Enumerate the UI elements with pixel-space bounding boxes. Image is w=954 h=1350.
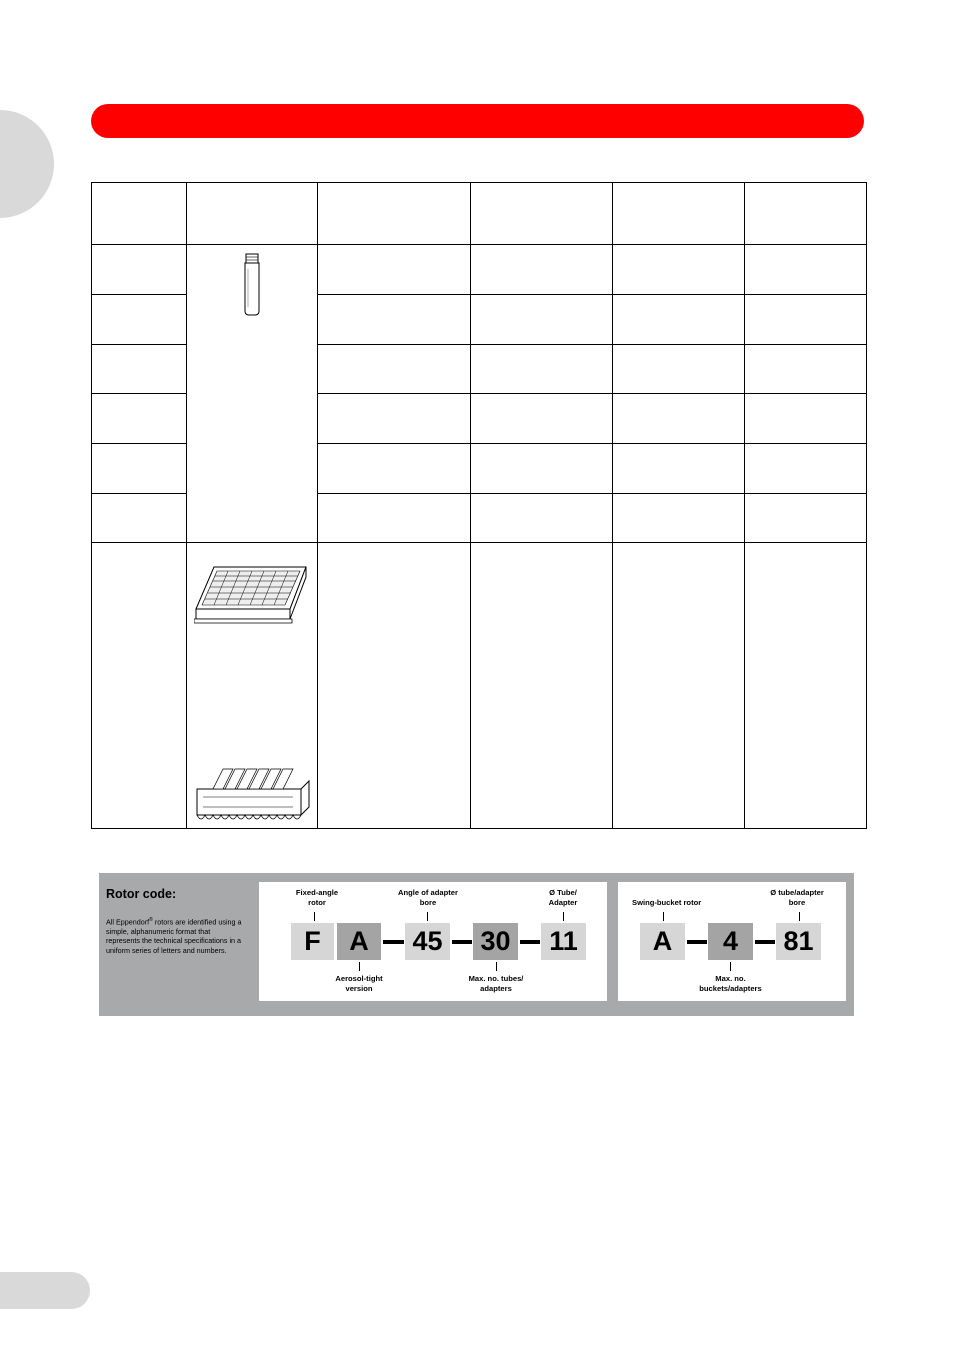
code-tube-diameter: 11 (541, 923, 586, 960)
table-cell (613, 245, 745, 295)
max-buckets-label: Max. no. buckets/adapters (699, 974, 762, 993)
code-letter-f: F (291, 923, 334, 960)
table-cell (745, 543, 867, 829)
swing-bucket-code-card (618, 882, 846, 1001)
header-cell (471, 183, 613, 245)
table-cell (613, 345, 745, 394)
bore-diameter-label: Ø tube/adapter bore (770, 888, 824, 907)
table-cell (745, 345, 867, 394)
adapter-spec-table (91, 182, 867, 829)
rotor-code-description: All Eppendorf® rotors are identified using a simple, alphanumeric format that represents the technical specifications in a uniform series of letters and numbers. (106, 917, 242, 955)
fixed-angle-label: Fixed-angle rotor (295, 888, 339, 907)
table-cell (745, 494, 867, 543)
header-cell (745, 183, 867, 245)
swing-bucket-label: Swing-bucket rotor (632, 898, 702, 907)
table-cell (318, 394, 471, 444)
table-cell (318, 543, 471, 829)
table-cell (745, 444, 867, 494)
table-cell (92, 444, 187, 494)
header-cell (613, 183, 745, 245)
aerosol-label: Aerosol-tight version (335, 974, 383, 993)
table-cell (92, 295, 187, 345)
code-max-tubes: 30 (473, 923, 518, 960)
table-cell (613, 394, 745, 444)
chapter-tab (0, 110, 54, 218)
angle-label: Angle of adapter bore (398, 888, 458, 907)
rotor-code-panel (99, 873, 854, 1016)
table-cell (745, 295, 867, 345)
fixed-angle-code-card (259, 882, 607, 1001)
table-row (92, 543, 867, 829)
deepwell-plate-icon (193, 763, 311, 827)
code-max-buckets: 4 (708, 923, 753, 960)
table-cell (471, 295, 613, 345)
header-cell (92, 183, 187, 245)
table-cell (92, 494, 187, 543)
header-cell (318, 183, 471, 245)
code-angle: 45 (405, 923, 450, 960)
table-cell (613, 494, 745, 543)
table-cell (613, 295, 745, 345)
table-row (92, 245, 867, 295)
header-cell (187, 183, 318, 245)
microplate-icon (194, 557, 309, 629)
tube-diameter-label: Ø Tube/ Adapter (548, 888, 578, 907)
table-header-row (92, 183, 867, 245)
table-cell (471, 494, 613, 543)
table-cell (471, 245, 613, 295)
table-cell (745, 245, 867, 295)
code-swing-a: A (640, 923, 685, 960)
tube-icon (232, 251, 272, 321)
table-cell (613, 444, 745, 494)
table-cell (92, 394, 187, 444)
table-cell (471, 543, 613, 829)
table-cell (318, 245, 471, 295)
plate-image-cell (187, 543, 318, 829)
table-cell (318, 444, 471, 494)
max-tubes-label: Max. no. tubes/ adapters (468, 974, 524, 993)
table-cell (92, 245, 187, 295)
code-letter-a: A (337, 923, 381, 960)
table-cell (318, 345, 471, 394)
table-cell (471, 345, 613, 394)
table-cell (471, 394, 613, 444)
page-number-tab (0, 1272, 90, 1309)
table-cell (92, 345, 187, 394)
section-title-bar (91, 104, 864, 138)
table-cell (92, 543, 187, 829)
table-cell (613, 543, 745, 829)
table-cell (745, 394, 867, 444)
table-cell (318, 295, 471, 345)
table-cell (471, 444, 613, 494)
tube-image-cell (187, 245, 318, 543)
table-cell (318, 494, 471, 543)
code-bore-diameter: 81 (776, 923, 821, 960)
rotor-code-title: Rotor code: (106, 887, 177, 901)
